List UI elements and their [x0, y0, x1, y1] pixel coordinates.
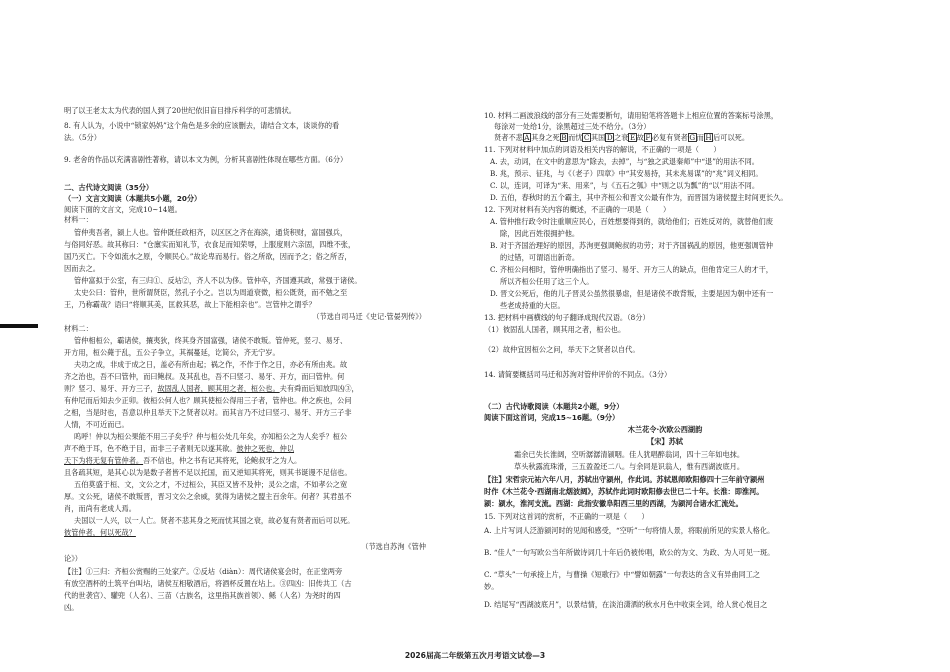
poem-note: 【注】宋哲宗元祐六年八月，苏轼出守颍州，作此词。苏轼恩师欧阳修四十三年前守颍州	[484, 475, 765, 484]
text-span: 吾不信也，仲之书有记其将死，论鲍叔牙之为人。	[143, 456, 302, 465]
material-line: 王，乃称霸哉？语曰“将顺其美，匡救其恶，故上下能相亲也”。岂管仲之谓乎？	[64, 300, 316, 309]
material-line: 五伯莫盛于桓、文，文公之才，不过桓公，其臣又皆不及仲；灵公之虐，不如孝公之宽	[74, 480, 348, 489]
material-line: 国乃灭亡。下令如流水之原，令顺民心。”故论卑而易行。俗之所欲，因而予之；俗之所否，	[64, 252, 352, 261]
question-10-cont: 每涂对一处给1分，涂黑超过三处不给分。（3分）	[494, 122, 651, 131]
poem-note: 时作《木兰花令·西湖南北烟波阔》，苏轼作此词时欧阳修去世已二十年。长淮：即淮河。	[484, 487, 764, 496]
option: B. 兆，预示、征兆，与《（老子）四章》中“其安易持，其未兆易谋”的“兆”词义相同。	[490, 169, 763, 178]
material-line: 肖，而尚有老成人焉。	[64, 504, 136, 513]
annotation-line: 凶。	[64, 603, 79, 612]
material-source-cont: 论》）	[64, 554, 82, 563]
question-11: 11. 下列对材料中加点的词语及相关内容的解说，不正确的一项是（ ）	[484, 145, 721, 154]
text-span: 故	[636, 133, 644, 142]
text-span: 夫有舜而后知放四凶③，	[279, 384, 359, 393]
material-line: 夫功之成，非成于成之日，盖必有所由起；祸之作，不作于作之日，亦必有所由兆。故	[74, 360, 348, 369]
material-line: 呜呼！仲以为桓公果能不用三子矣乎？仲与桓公处几年矣，亦知桓公之为人矣乎？桓公	[74, 432, 348, 441]
text-span: 且各疏其短，是其心以为是数子者	[64, 468, 172, 477]
poem-note: 颍：颍水，淮河支流。西湖：此指安徽阜阳西三里的西湖，为颍河合诸水汇流处。	[484, 499, 743, 508]
edge-marker-bar	[0, 324, 38, 328]
text-span: 必复有贤者	[651, 133, 688, 142]
break-mark-f: F	[645, 133, 651, 142]
subsection-title: （二）古代诗歌阅读（本题共2小题，9分）	[484, 402, 624, 411]
break-mark-e: E	[629, 133, 636, 142]
material-line: 开方用，桓公薨于乱，五公子争立，其祸蔓延，讫简公，齐无宁岁。	[64, 348, 280, 357]
question-15: 15. 下列对这首词的赏析，不正确的一项是（ ）	[484, 512, 649, 521]
option-cont: 所以齐桓公任用了这三个人。	[500, 277, 594, 286]
material-line: 因而去之。	[64, 264, 100, 273]
option: A. 上片写词人泛游颍河时的见闻和感受，“空听”一句将情人景，将眼前所见的实景人格化。	[484, 526, 775, 535]
option: B. 对于齐国治理好的原因，苏洵更强调鲍叔的功劳；对于齐国祸乱的原因，他更强调管仲	[490, 241, 773, 250]
text-span: 贤者不悲	[494, 133, 523, 142]
material-line: 有仲尼而后知去少正卯。彼桓公何人也？顾其使桓公得用三子者，管仲也。仲之疾也，公问	[64, 396, 352, 405]
text-span: 之衰	[614, 133, 629, 142]
break-mark-h: H	[705, 133, 712, 142]
poem-line: 草头秋露流珠滑，三五盈盈还二八。与余同是识翁人，惟有西湖波底月。	[514, 462, 745, 471]
material-line: 厚。文公死，诸侯不敢叛晋，晋习文公之余威，犹得为诸侯之盟主百余年。何者？其君虽不	[64, 492, 352, 501]
question-9: 9. 老舍的作品以充满喜剧性著称，请以本文为例，分析其喜剧性体现在哪些方面。（6分）	[64, 155, 348, 164]
wavy-line-sentence: 彼管仲者，何以死哉？	[64, 528, 136, 537]
text-line: 明了以王老太太为代表的国人到了20世纪依旧盲目排斥科学的可悲情状。	[64, 106, 296, 115]
material-2-label: 材料二：	[64, 324, 93, 333]
option: C. 齐桓公问相时，管仲明确指出了竖刁、易牙、开方三人的缺点，但他肯定三人的才干，	[490, 265, 773, 274]
option-cont: 些老成持重的大臣。	[500, 301, 565, 310]
material-line: 人情，不可近而已。	[64, 420, 129, 429]
material-line	[64, 444, 294, 453]
underlined-sentence: 故固乱人国者，顾其用之者，桓公也。	[157, 384, 280, 393]
material-1-label: 材料一：	[64, 215, 93, 224]
underlined-sentence: 彼仲之死也，仲以	[236, 444, 295, 453]
break-mark-d: D	[606, 133, 613, 142]
break-mark-a: A	[524, 133, 530, 142]
question-13-1: （1）彼固乱人国者，顾其用之者，桓公也。	[484, 325, 626, 334]
option: D. 晋文公死后，他的儿子晋灵公虽然很暴虐，但是诸侯不敢背叛，主要是因为朝中还有一	[490, 289, 774, 298]
annotation-line: 代的世袭官）、驩兜（人名）、三苗（古族名，这里指其族首领）、鲧（人名）为尧时的四	[64, 591, 341, 600]
option: C. “草头”一句承接上片，与曹操《短歌行》中“譬如朝露”一句表达的含义有异曲同工之	[484, 570, 761, 579]
material-line	[64, 456, 301, 465]
text-span: 其身之死	[530, 133, 560, 142]
question-10-sentence	[494, 133, 749, 142]
text-span: 声不绝于耳，色不绝于目，而非三子者则无以遂其欲。	[64, 444, 237, 453]
material-line: 与俗同好恶。故其称曰：“仓廪实而知礼节，衣食足而知荣辱，上服度则六亲固，四维不张，	[64, 240, 356, 249]
option-cont: 的过错，可谓语出新奇。	[500, 253, 580, 262]
material-line: 夫国以一人兴，以一人亡。贤者不悲其身之死而忧其国之衰，故必复有贤者而后可以死。	[74, 516, 355, 525]
underlined-sentence: 天下为将无复有管仲者。	[64, 456, 144, 465]
question-14: 14. 请简要概括司马迁和苏洵对管仲评价的不同点。（3分）	[484, 370, 672, 379]
question-13-2: （2）故仲宜因桓公之问，举天下之贤者以自代。	[484, 345, 640, 354]
break-mark-g: G	[689, 133, 696, 142]
option: A. 管仲推行政令时注重顺应民心，百姓想要得到的，就给他们；百姓反对的，就替他们废	[490, 217, 773, 226]
text-span: 而	[696, 133, 704, 142]
text-span: 其国	[590, 133, 606, 142]
option: A. 去，动词，在文中的意思为“除去，去掉”，与“独之武退秦师”中“退”的用法不同。	[490, 157, 759, 166]
question-8-cont: 法。（5分）	[64, 133, 101, 142]
annotation-line: 有放空酒杯的土筑平台叫坫，诸侯互相敬酒后，将酒杯反置在坫上。③四凶：旧传共工（古	[64, 579, 352, 588]
option: D. 结尾写“西湖波底月”，以景结情，在淡泊潇洒的秋水月色中收束全词，给人赏心悦目之	[484, 600, 768, 609]
annotation-line: 【注】①三归：齐桓公赏赐的三处家产。②反坫（diàn）：周代诸侯宴会时，在正堂两旁	[64, 567, 343, 576]
material-line: 太史公曰：管仲，世所谓贤臣，然孔子小之。岂以为周道衰微，桓公既贤，而不勉之至	[74, 288, 348, 297]
break-mark-b: B	[561, 133, 567, 142]
material-line: 管仲相桓公，霸诸侯，攘夷狄，终其身齐国富强，诸侯不敢叛。管仲死，竖刁、易牙、	[74, 336, 348, 345]
page-footer: 2026届高二年级第五次月考语文试卷—3	[404, 651, 546, 660]
question-13: 13. 把材料中画横线的句子翻译成现代汉语。（8分）	[484, 313, 650, 322]
material-line: 齐之治也，吾不曰管仲，而曰鲍叔。及其乱也，吾不曰竖刁、易牙、开方，而曰管仲。何	[64, 372, 345, 381]
poem-author: 【宋】苏轼	[647, 437, 683, 446]
option-cont: 妙。	[484, 582, 499, 591]
break-mark-c: C	[583, 133, 590, 142]
option: B. “佳人”一句写欧公当年所做诗词几十年后仍被传唱，欧公的为文、为政、为人可见一斑。	[484, 548, 775, 557]
material-source: （节选自苏洵《管仲	[361, 542, 426, 551]
option-cont: 除，因此百姓很拥护他。	[500, 229, 580, 238]
section-title: 二、古代诗文阅读（35分）	[64, 183, 154, 192]
option: D. 五伯，春秋时的五个霸主，其中齐桓公和晋文公最有作为，而晋国为诸侯盟主时间更长久。	[490, 193, 788, 202]
poem-title: 木兰花令·次欧公西湖韵	[627, 425, 703, 434]
subsection-title: （一）文言文阅读（本题共5小题，20分）	[64, 194, 202, 203]
text-span: 而忧	[568, 133, 583, 142]
question-8: 8. 有人认为，小说中“锁家妈妈”这个角色是多余的应该删去，请结合文本，谈谈你的看	[64, 121, 340, 130]
option: C. 以，连词，可译为“来、用来”，与《五石之瓠》中“则之以为瓢”的“以”用法不同。	[490, 181, 760, 190]
material-line	[64, 384, 359, 393]
material-line	[64, 468, 352, 477]
text-span: 皆不足以托国，而又逆知其将死，则其书诞谩不足信也。	[171, 468, 352, 477]
material-line: 管仲富拟于公室，有三归①、反坫②，齐人不以为侈。管仲卒，齐国遵其政，常强于诸侯。	[74, 276, 362, 285]
material-line: 管仲夷吾者，颍上人也。管仲既任政相齐，以区区之齐在海滨，通货积财，富国强兵，	[74, 228, 348, 237]
question-10: 10. 材料二画波浪线的部分有三处需要断句，请用铅笔将答题卡上相应位置的答案标号涂黑，	[484, 111, 779, 120]
material-source: （节选自司马迁《史记·管晏列传》）	[312, 312, 426, 321]
material-line: 之相，当是时也，吾意以仲且举天下之贤者以对。而其言乃不过曰竖刁、易牙、开方三子非	[64, 408, 352, 417]
question-12: 12. 下列对材料有关内容的概述，不正确的一项是（ ）	[484, 205, 671, 214]
text-span: 则？竖刁、易牙、开方三子，	[64, 384, 158, 393]
text-span: 后可以死。	[713, 133, 750, 142]
instruction: 阅读下面这首词，完成15~16题。（9分）	[484, 413, 620, 422]
instruction: 阅读下面的文言文，完成10~14题。	[64, 205, 182, 214]
poem-line: 霜余已失长淮阔，空听潺潺清颍咽。佳人犹唱醉翁词，四十三年如电抹。	[514, 450, 745, 459]
